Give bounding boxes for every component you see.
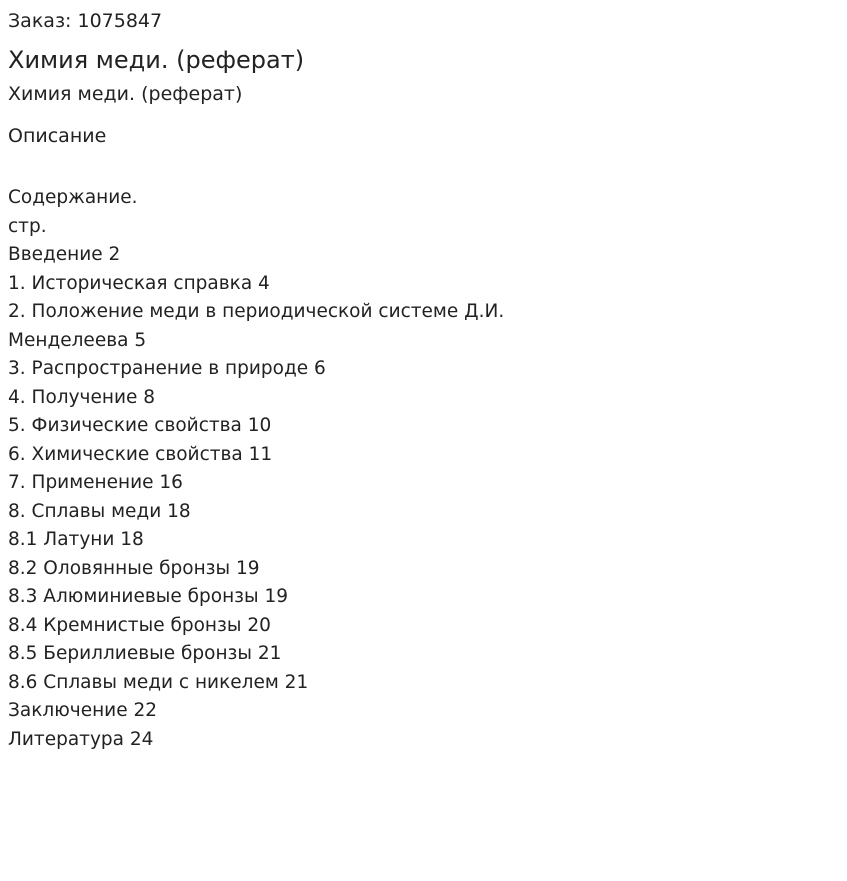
document-subtitle: Химия меди. (реферат) <box>8 83 243 105</box>
toc-line: 8.4 Кремнистые бронзы 20 <box>8 614 271 636</box>
toc-line: 6. Химические свойства 11 <box>8 443 273 465</box>
order-number: Заказ: 1075847 <box>8 10 163 32</box>
toc-line: 8.1 Латуни 18 <box>8 529 144 550</box>
toc-line: 8.5 Бериллиевые бронзы 21 <box>8 643 282 664</box>
toc-line: Заключение 22 <box>8 700 158 721</box>
toc-line: Менделеева 5 <box>8 329 147 351</box>
toc-line: Литература 24 <box>8 728 154 750</box>
toc-line: Содержание. <box>8 187 138 208</box>
toc-line: 8.2 Оловянные бронзы 19 <box>8 557 260 579</box>
page-title: Химия меди. (реферат) <box>8 46 305 74</box>
toc-line: стр. <box>8 215 47 237</box>
toc-line: 4. Получение 8 <box>8 386 155 408</box>
toc-line: 8.3 Алюминиевые бронзы 19 <box>8 586 289 607</box>
toc-line: 1. Историческая справка 4 <box>8 272 270 294</box>
toc-line: 3. Распространение в природе 6 <box>8 358 326 379</box>
description-heading: Описание <box>8 125 107 147</box>
table-of-contents <box>8 184 847 754</box>
toc-line: 5. Физические свойства 10 <box>8 415 272 436</box>
toc-line: 7. Применение 16 <box>8 472 183 493</box>
toc-line: 8.6 Сплавы меди с никелем 21 <box>8 671 309 693</box>
toc-line: 8. Сплавы меди 18 <box>8 500 191 522</box>
toc-line: Введение 2 <box>8 244 121 265</box>
toc-line: 2. Положение меди в периодической системе Д.И. <box>8 301 505 322</box>
